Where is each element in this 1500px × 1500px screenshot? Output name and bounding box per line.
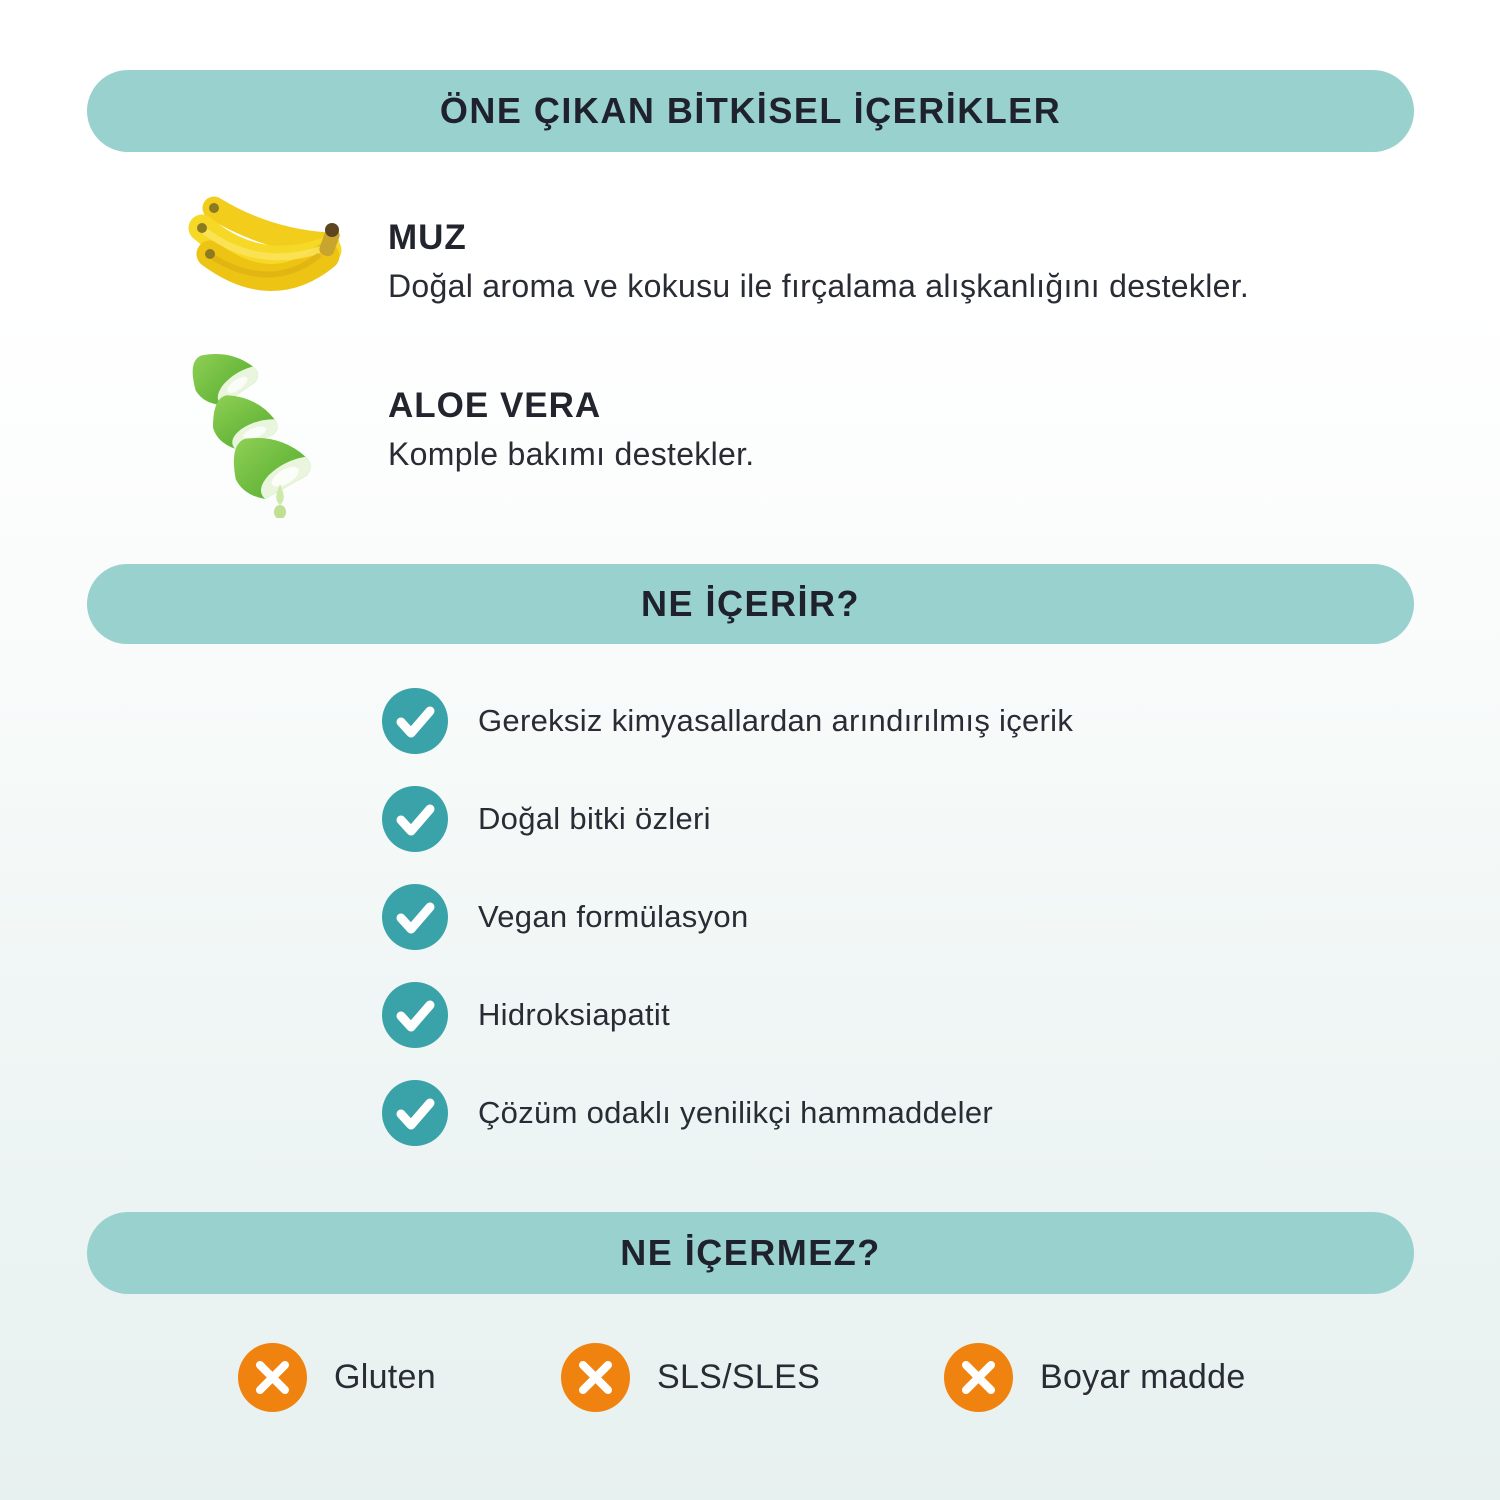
list-item	[382, 1080, 1073, 1146]
list-item	[382, 982, 1073, 1048]
check-item-label: Çözüm odaklı yenilikçi hammaddeler	[478, 1095, 994, 1130]
exclude-item-label: Boyar madde	[1040, 1358, 1246, 1396]
check-item-label: Gereksiz kimyasallardan arındırılmış içerik	[478, 703, 1074, 738]
list-item	[561, 1343, 820, 1412]
section-title-ingredients: ÖNE ÇIKAN BİTKİSEL İÇERİKLER	[439, 90, 1062, 131]
ingredient-block-aloe-vera	[388, 386, 754, 473]
banana-image	[178, 192, 346, 306]
check-icon	[382, 1080, 448, 1146]
check-item-label: Vegan formülasyon	[478, 899, 749, 934]
check-icon	[382, 884, 448, 950]
ingredient-name-aloe-vera: ALOE VERA	[388, 386, 602, 425]
check-item-label: Doğal bitki özleri	[478, 801, 711, 836]
section-header-excludes	[87, 1212, 1414, 1294]
list-item	[382, 786, 1073, 852]
list-item	[238, 1343, 436, 1412]
x-icon	[238, 1343, 307, 1412]
x-icon	[561, 1343, 630, 1412]
exclude-item-label: SLS/SLES	[657, 1358, 821, 1396]
section-title-excludes: NE İÇERMEZ?	[620, 1232, 881, 1273]
list-item	[382, 884, 1073, 950]
contains-checklist	[382, 688, 1073, 1146]
exclude-item-label: Gluten	[334, 1358, 436, 1396]
ingredient-name-muz: MUZ	[388, 218, 467, 257]
x-icon	[944, 1343, 1013, 1412]
section-header-ingredients	[87, 70, 1414, 152]
ingredient-description-aloe-vera: Komple bakımı destekler.	[388, 436, 755, 472]
aloe-vera-image	[186, 346, 348, 518]
check-icon	[382, 786, 448, 852]
list-item	[944, 1343, 1246, 1412]
ingredient-block-muz	[388, 218, 1249, 305]
check-item-label: Hidroksiapatit	[478, 997, 671, 1032]
section-title-contains: NE İÇERİR?	[640, 583, 860, 624]
list-item	[382, 688, 1073, 754]
section-header-contains	[87, 564, 1414, 644]
check-icon	[382, 688, 448, 754]
check-icon	[382, 982, 448, 1048]
ingredient-description-muz: Doğal aroma ve kokusu ile fırçalama alışkanlığını destekler.	[388, 268, 1250, 304]
